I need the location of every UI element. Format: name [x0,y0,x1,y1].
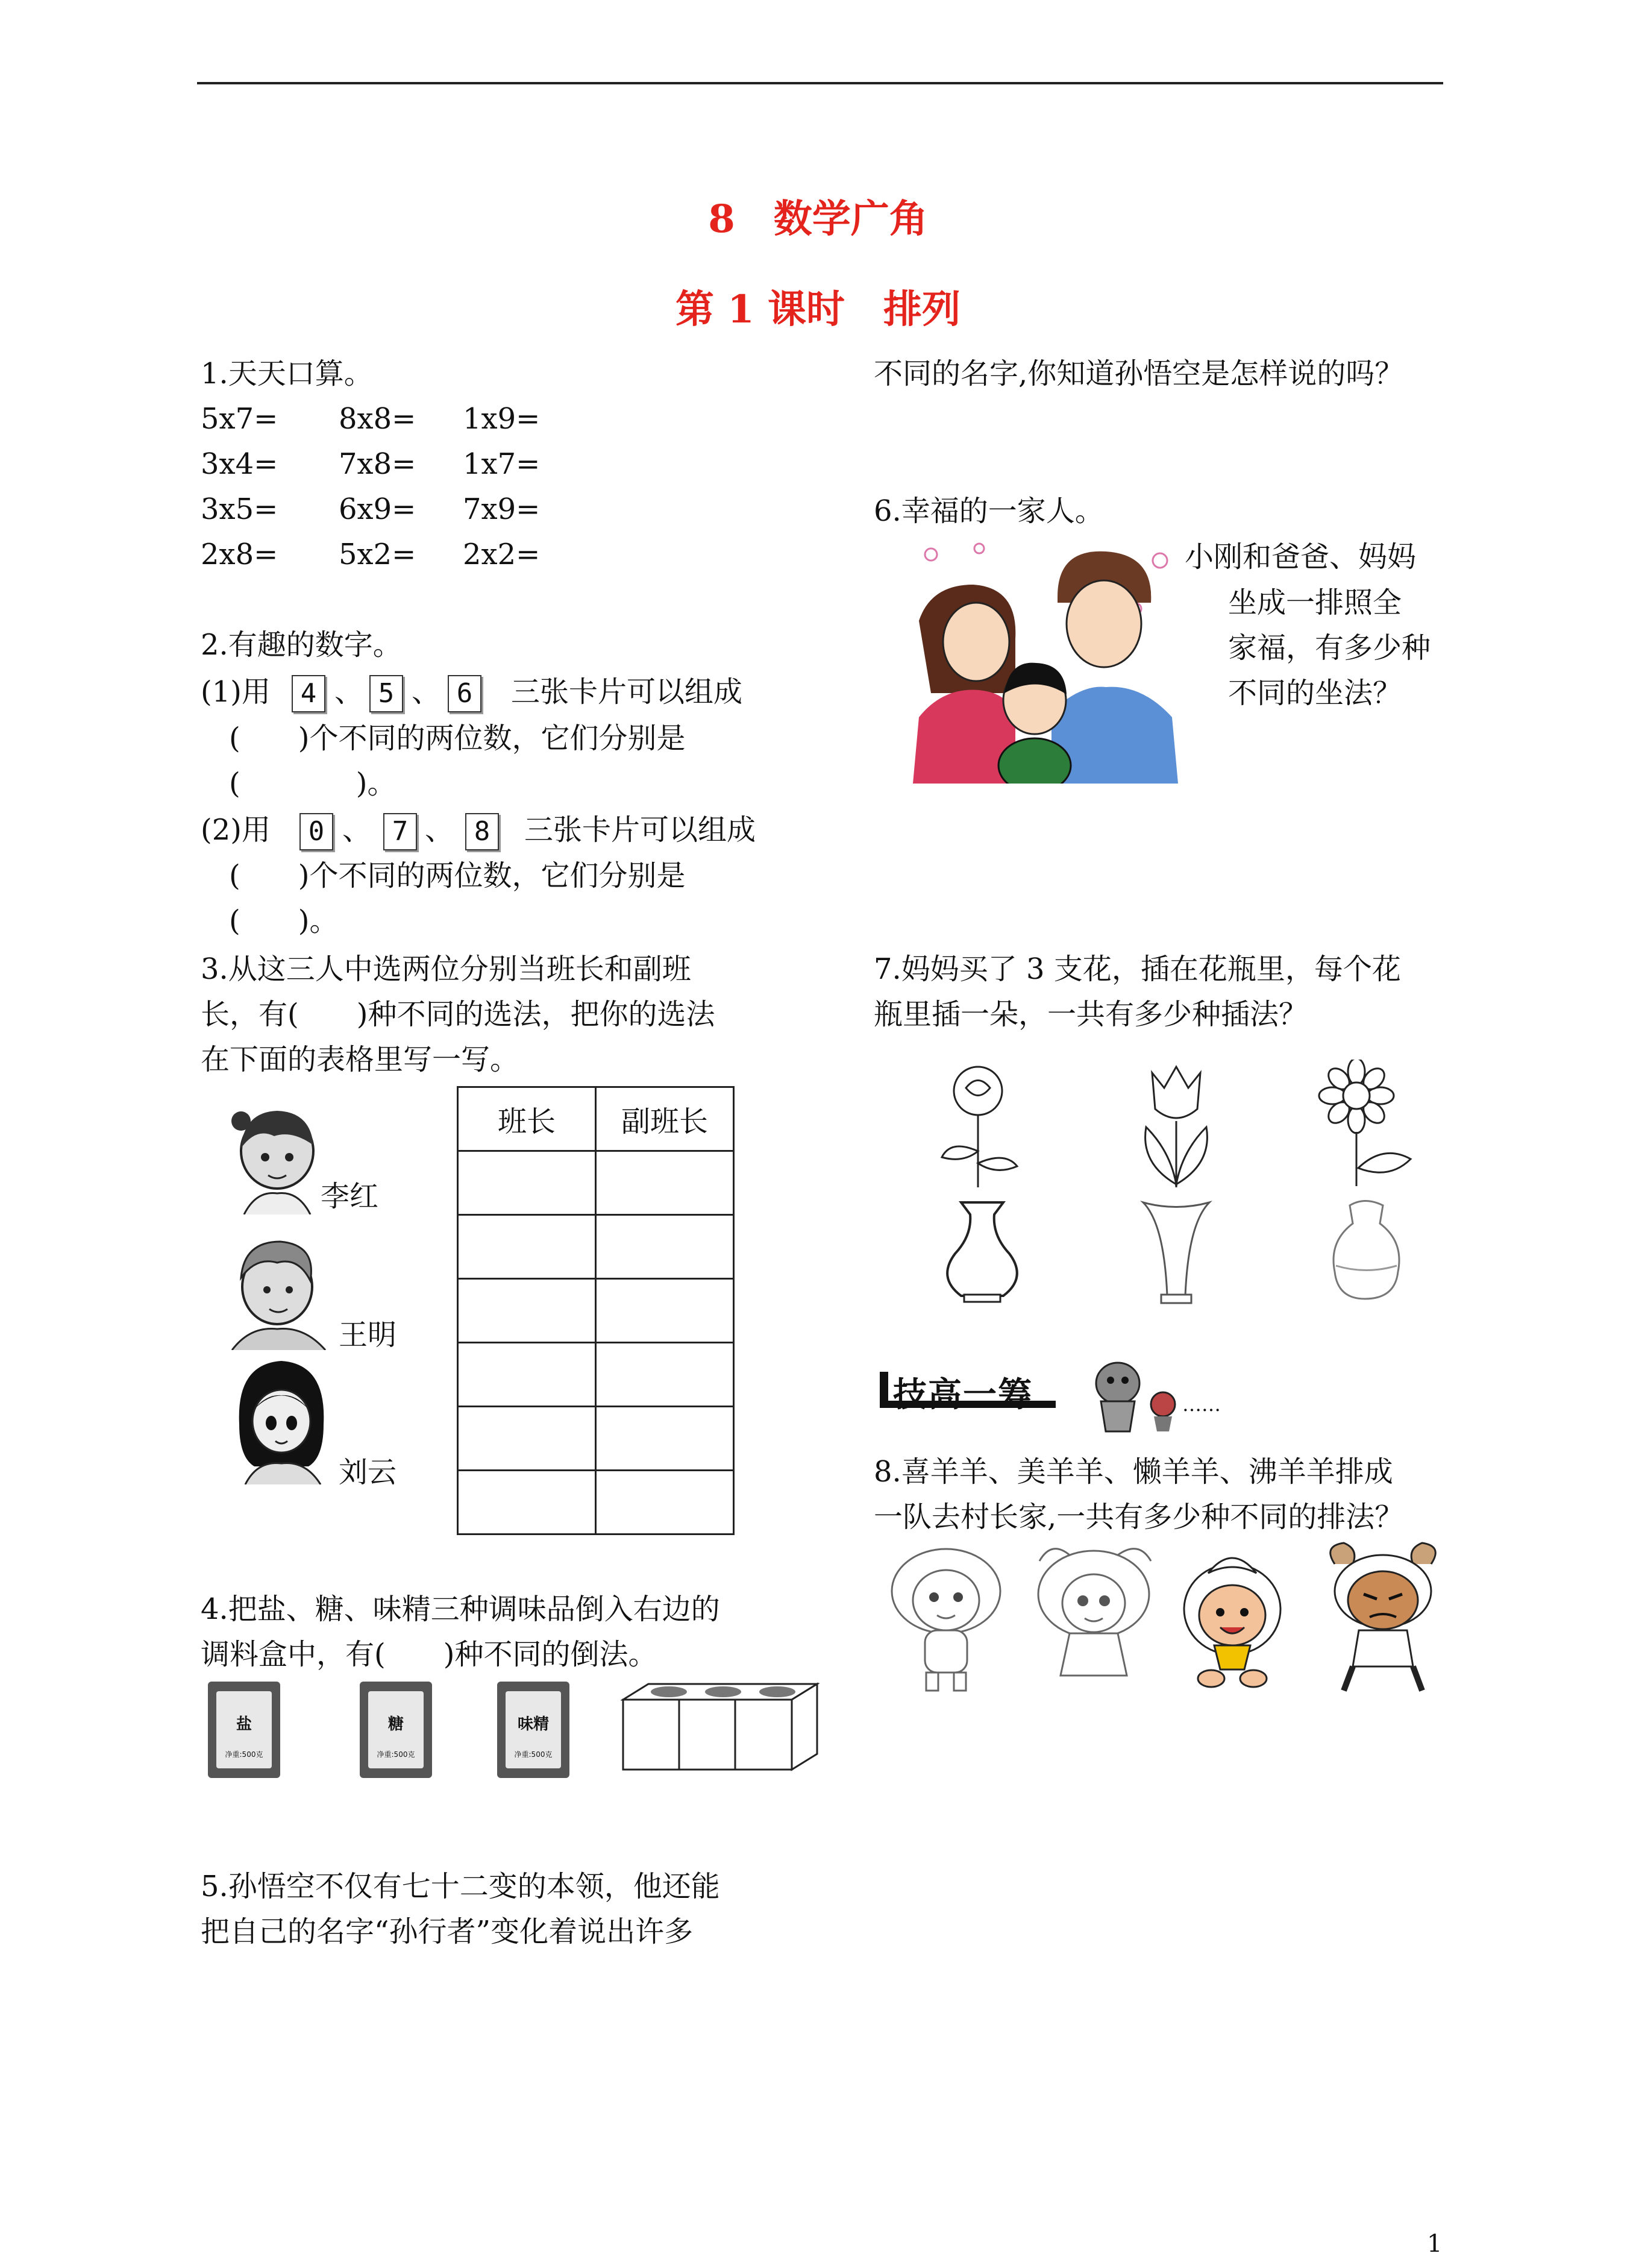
separator: 、 [334,675,364,709]
separator: 、 [425,813,454,847]
bag-weight: 净重:500克 [225,1750,263,1759]
q1-item: 8x8= [339,402,416,436]
vase-icon [937,1199,1027,1305]
vase-icon [1329,1199,1404,1305]
q2-p2-line2: ( )个不同的两位数，它们分别是 [229,859,686,893]
q7-line2: 瓶里插一朵，一共有多少种插法？ [874,997,1308,1031]
table-row [458,1343,734,1407]
q2-p2-prefix: (2)用 [201,813,271,847]
seasoning-box [621,1682,820,1772]
q1-item: 7x8= [339,447,416,481]
answer-cell[interactable] [596,1343,734,1407]
boy-portrait-wangming [220,1224,334,1350]
name-label: 刘云 [339,1456,397,1489]
challenge-banner [875,1366,1092,1415]
q8-line1: 8.喜羊羊、美羊羊、懒羊羊、沸羊羊排成 [874,1455,1393,1489]
sheep-xiyangyang [883,1543,1009,1697]
q6-text: 小刚和爸爸、妈妈 [1185,540,1417,574]
page-title: 8 数学广角 [708,196,928,242]
separator: 、 [412,675,441,709]
girl-portrait-lihong [220,1094,328,1214]
number-card: 7 [383,813,417,850]
q1-item: 3x4= [201,447,278,481]
q8-line2: 一队去村长家,一共有多少种不同的排法？ [874,1500,1404,1534]
number-card: 5 [369,675,403,712]
answer-cell[interactable] [596,1151,734,1215]
q2-p1-suffix: 三张卡片可以组成 [511,675,743,709]
table-row [458,1215,734,1279]
page-subtitle: 第 1 课时 排列 [675,287,961,332]
girl-portrait-liuyun [224,1352,336,1484]
banner-dots: …… [1182,1393,1221,1416]
q6-text: 不同的坐法？ [1228,676,1402,710]
q1-item: 2x8= [201,538,278,571]
q1-heading: 1.天天口算。 [201,357,373,391]
salt-bag [208,1682,280,1778]
number-card: 6 [448,675,481,712]
answer-cell[interactable] [596,1279,734,1343]
q5-line1: 5.孙悟空不仅有七十二变的本领，他还能 [201,1870,720,1903]
name-label: 王明 [339,1318,397,1352]
separator: 、 [342,813,372,847]
header-rule [197,82,1443,84]
number-card: 0 [299,813,333,850]
table-row [458,1151,734,1215]
bag-label: 盐 [236,1715,252,1733]
q2-p1-prefix: (1)用 [201,675,271,709]
sunflower-icon [1311,1060,1417,1189]
q1-item: 1x7= [463,447,541,481]
answer-cell[interactable] [458,1471,596,1535]
q6-heading: 6.幸福的一家人。 [874,494,1104,528]
number-card: 4 [292,675,325,712]
table-row [458,1279,734,1343]
q3-line1: 3.从这三人中选两位分别当班长和副班 [201,952,691,986]
q5-line3: 不同的名字,你知道孙悟空是怎样说的吗？ [874,357,1404,391]
family-picture [907,536,1184,784]
answer-cell[interactable] [596,1215,734,1279]
q1-item: 5x2= [339,538,416,571]
q6-text: 家福，有多少种 [1228,631,1431,665]
rose-icon [933,1061,1029,1190]
sheep-lanyangyang [1172,1549,1293,1691]
q4-line2: 调料盒中，有( )种不同的倒法。 [201,1638,657,1671]
number-card: 8 [465,813,499,850]
answer-cell[interactable] [596,1471,734,1535]
page-number: 1 [1427,2230,1443,2258]
q1-item: 1x9= [463,402,541,436]
table-row [458,1471,734,1535]
q2-p1-line2: ( )个不同的两位数，它们分别是 [229,721,686,755]
name-label: 李红 [321,1180,379,1213]
q1-item: 7x9= [463,492,541,526]
answer-cell[interactable] [458,1215,596,1279]
table-header: 副班长 [596,1087,734,1151]
q1-item: 5x7= [201,402,278,436]
tulip-icon [1134,1061,1218,1190]
q7-line1: 7.妈妈买了 3 支花，插在花瓶里，每个花 [874,952,1401,986]
q6-text: 坐成一排照全 [1228,586,1402,620]
q2-heading: 2.有趣的数字。 [201,628,402,662]
answer-cell[interactable] [458,1151,596,1215]
q2-p2-line3: ( )。 [229,904,339,938]
answer-cell[interactable] [458,1407,596,1471]
table-header: 班长 [458,1087,596,1151]
answer-cell[interactable] [458,1343,596,1407]
q2-p1-line3: ( )。 [229,767,396,800]
answer-cell[interactable] [596,1407,734,1471]
q5-line2: 把自己的名字“孙行者”变化着说出许多 [201,1915,694,1949]
bag-label: 味精 [517,1715,549,1733]
bag-weight: 净重:500克 [377,1750,415,1759]
vase-icon [1140,1199,1212,1308]
q4-line1: 4.把盐、糖、味精三种调味品倒入右边的 [201,1592,720,1626]
q3-line2: 长，有( )种不同的选法，把你的选法 [201,997,715,1031]
table-row [458,1407,734,1471]
q2-p2-suffix: 三张卡片可以组成 [524,813,756,847]
bag-label: 糖 [387,1715,404,1733]
sugar-bag [360,1682,432,1778]
mascot-icon [1088,1356,1184,1434]
banner-text: 技高一筹 [893,1375,1033,1415]
monitor-choice-table [457,1086,735,1535]
msg-bag [497,1682,569,1778]
bag-weight: 净重:500克 [514,1750,553,1759]
q1-item: 3x5= [201,492,278,526]
sheep-meiyangyang [1027,1543,1163,1697]
answer-cell[interactable] [458,1279,596,1343]
q1-item: 6x9= [339,492,416,526]
q3-line3: 在下面的表格里写一写。 [201,1043,519,1076]
sheep-feiyangyang [1317,1540,1449,1697]
q1-item: 2x2= [463,538,541,571]
